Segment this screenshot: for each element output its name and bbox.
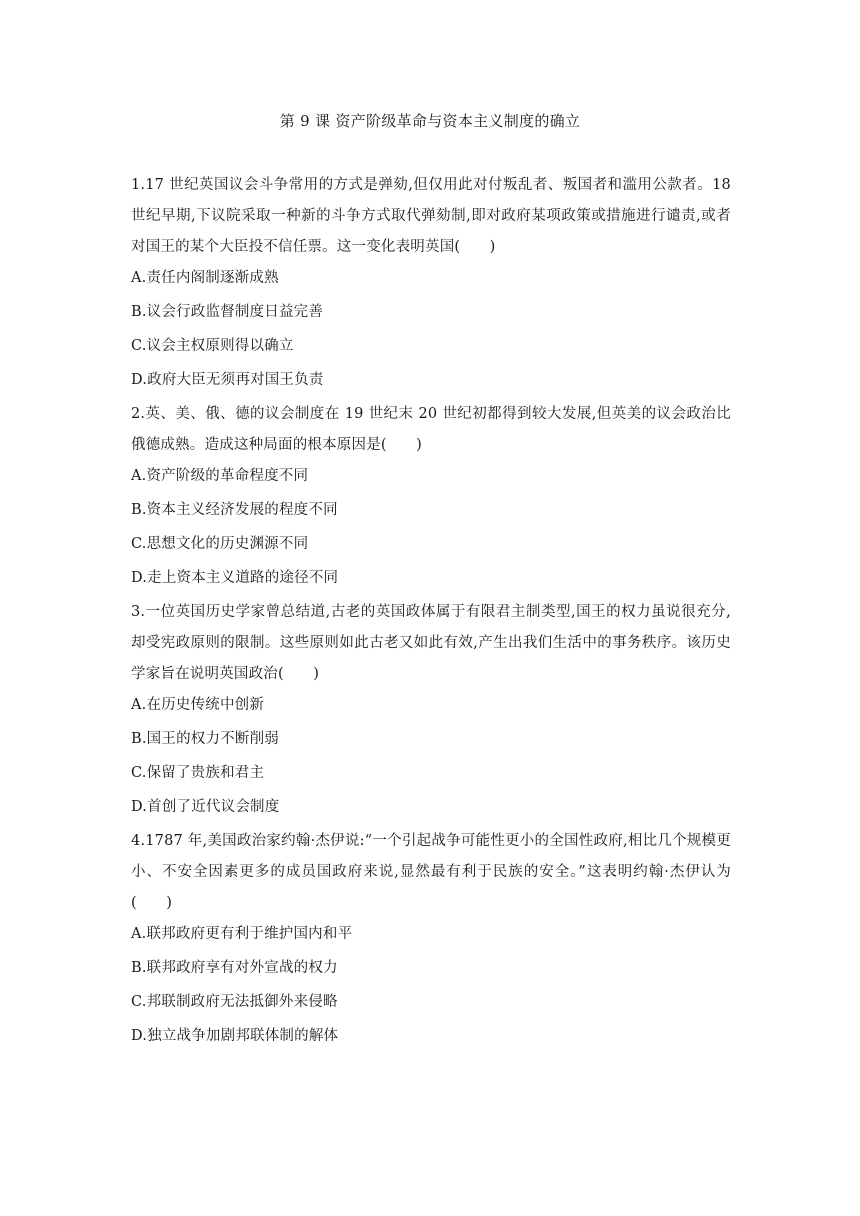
option-d: D.独立战争加剧邦联体制的解体 [131, 1028, 339, 1044]
question-3 [131, 597, 731, 826]
question-stem: 3.一位英国历史学家曾总结道,古老的英国政体属于有限君主制类型,国王的权力虽说很充分,却受宪政原则的限制。这些原则如此古老又如此有效,产生出我们生活中的事务秩序。该历史学家旨在说明英国政治( ) [131, 604, 731, 682]
option-b: B.资本主义经济发展的程度不同 [131, 502, 338, 518]
option-a: A.资产阶级的革命程度不同 [131, 468, 309, 484]
option-c: C.思想文化的历史渊源不同 [131, 536, 309, 552]
question-2 [131, 399, 731, 597]
option-c: C.保留了贵族和君主 [131, 765, 265, 781]
question-4 [131, 826, 731, 1055]
question-stem: 4.1787 年,美国政治家约翰·杰伊说:“一个引起战争可能性更小的全国性政府,相比几个规模更小、不安全因素更多的成员国政府来说,显然最有利于民族的安全。”这表明约翰·杰伊认为( ) [131, 833, 731, 911]
option-b: B.联邦政府享有对外宣战的权力 [131, 960, 338, 976]
option-c: C.议会主权原则得以确立 [131, 338, 294, 354]
option-a: A.联邦政府更有利于维护国内和平 [131, 926, 353, 942]
option-a: A.责任内阁制逐渐成熟 [131, 270, 279, 286]
option-d: D.政府大臣无须再对国王负责 [131, 372, 324, 388]
option-d: D.首创了近代议会制度 [131, 799, 280, 815]
option-d: D.走上资本主义道路的途径不同 [131, 570, 339, 586]
option-b: B.国王的权力不断削弱 [131, 731, 279, 747]
question-1 [131, 170, 731, 399]
lesson-title: 第 9 课 资产阶级革命与资本主义制度的确立 [279, 112, 581, 130]
question-list [131, 170, 731, 1055]
option-a: A.在历史传统中创新 [131, 697, 265, 713]
option-b: B.议会行政监督制度日益完善 [131, 304, 324, 320]
option-c: C.邦联制政府无法抵御外来侵略 [131, 994, 338, 1010]
question-stem: 2.英、美、俄、德的议会制度在 19 世纪末 20 世纪初都得到较大发展,但英美的议会政治比俄德成熟。造成这种局面的根本原因是( ) [131, 406, 731, 453]
question-stem: 1.17 世纪英国议会斗争常用的方式是弹劾,但仅用此对付叛乱者、叛国者和滥用公款者。18 世纪早期,下议院采取一种新的斗争方式取代弹劾制,即对政府某项政策或措施进行谴责,或者对国王的某个大臣投不信任票。这一变化表明英国( ) [131, 177, 731, 255]
